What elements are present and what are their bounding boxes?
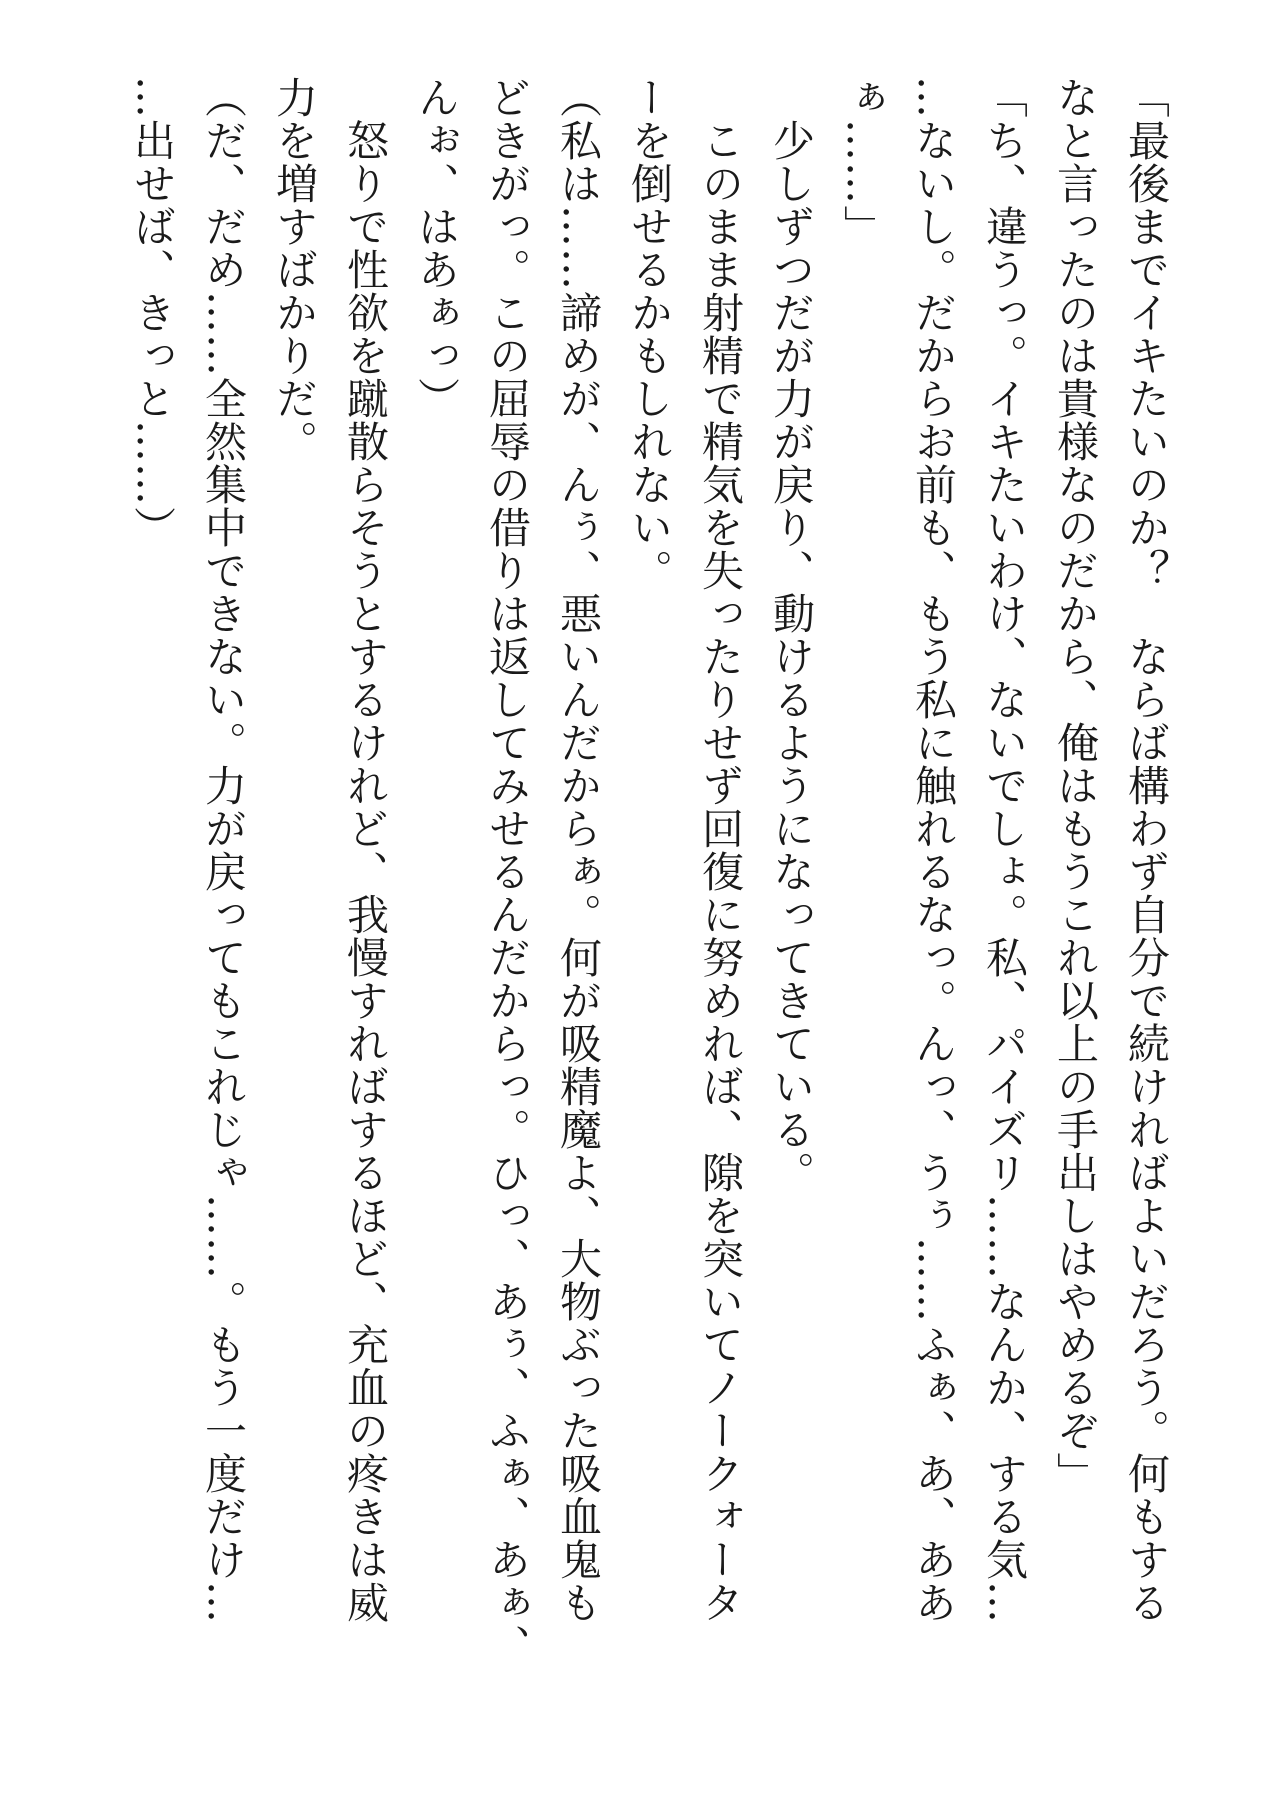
text-line: ーを倒せるかもしれない。: [625, 76, 674, 592]
vertical-text-body: [117, 76, 1182, 1736]
text-line: （私は……諦めが、んぅ、悪いんだからぁ。何が吸精魔よ、大物ぶった吸血鬼も: [554, 76, 603, 1624]
text-line: 少しずつだが力が戻り、動けるようになってきている。: [767, 76, 816, 1194]
text-line: なと言ったのは貴様なのだから、俺はもうこれ以上の手出しはやめるぞ」: [1051, 76, 1100, 1495]
text-line: んぉ、はあぁっ）: [412, 76, 461, 420]
text-line: どきがっ。この屈辱の借りは返してみせるんだからっ。ひっ、あぅ、ふぁ、あぁ、: [483, 76, 532, 1667]
text-line: 「最後までイキたいのか？ ならば構わず自分で続ければよいだろう。何もする: [1122, 76, 1171, 1624]
text-line: 「ち、違うっ。イキたいわけ、ないでしょ。私、パイズリ……なんか、する気…: [980, 76, 1029, 1624]
text-line: ぁ……」: [838, 76, 887, 248]
text-line: （だ、だめ……全然集中できない。力が戻ってもこれじゃ……。もう一度だけ…: [199, 76, 248, 1624]
text-line: 力を増すばかりだ。: [270, 76, 319, 463]
text-line: …出せば、きっと……）: [128, 76, 177, 549]
text-line: …ないし。だからお前も、もう私に触れるなっ。んっ、うぅ……ふぁ、あ、ああ: [909, 76, 958, 1624]
text-line: 怒りで性欲を蹴散らそうとするけれど、我慢すればするほど、充血の疼きは威: [341, 76, 390, 1624]
text-line: このまま射精で精気を失ったりせず回復に努めれば、隙を突いてノークォータ: [696, 76, 745, 1624]
